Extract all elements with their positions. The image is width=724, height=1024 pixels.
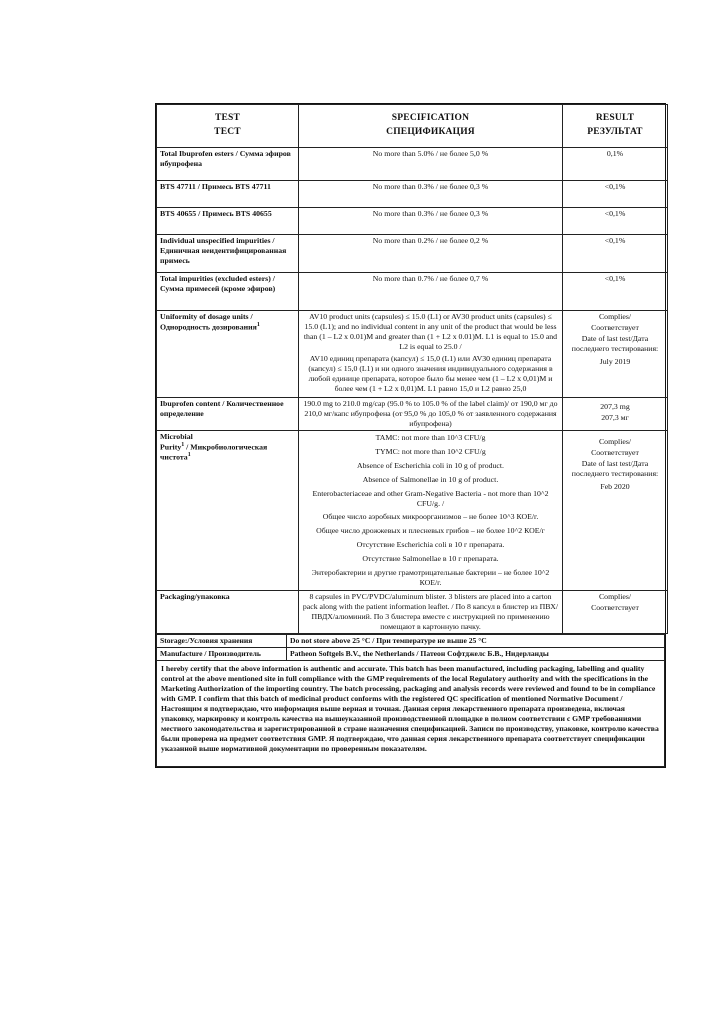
test-name: Uniformity of dosage units / Однородность дозирования$^1$ xyxy=(157,311,299,398)
table-row-ibuprofen xyxy=(157,397,668,430)
test-name: Individual unspecified impurities / Единичная неидентифицированная примесь xyxy=(157,235,299,273)
certificate-document xyxy=(155,103,666,768)
spec-line: Отсутствие Salmonellae в 10 г препарата. xyxy=(362,554,499,564)
table-row-microbial xyxy=(157,430,668,591)
test-name: BTS 40655 / Примесь BTS 40655 xyxy=(157,208,299,235)
spec-value: AV10 product units (capsules) ≤ 15.0 (L1) or AV30 product units (capsules) ≤ 15.0 (L1); and no individual content in any unit of the product that would be less than (1 – L2 x 0.01)M and greater than (1 + L2 x 0.01)M. L1 is equal to 15.0 and L2 is equal to 25.0 / AV10 единиц препарата (капсул) ≤ 15,0 (L1) или AV30 единиц препарата (капсул) ≤ 15,0 (L1) и ни одного значения индивидуального содержания в любой единице препарата, которое было бы менее чем (1 – L2 x 0,01)M и более чем (1 + L2 x 0,01)M. L1 равно 15,0 и L2 равно 25,0 xyxy=(299,311,563,398)
test-results-table xyxy=(156,104,668,634)
result-value: <0,1% xyxy=(563,273,668,311)
table-row-uniformity xyxy=(157,311,668,398)
spec-line: Absence of Escherichia coli in 10 g of product. xyxy=(356,460,504,470)
table-row xyxy=(157,181,668,208)
storage-label: Storage:/Условия хранения xyxy=(157,635,287,648)
result-value: <0,1% xyxy=(563,181,668,208)
table-row xyxy=(157,208,668,235)
spec-line: Absence of Salmonellae in 10 g of product. xyxy=(362,474,499,484)
header-result: RESULT РЕЗУЛЬТАТ xyxy=(563,105,668,148)
result-value: 207,3 mg 207,3 мг xyxy=(563,397,668,430)
header-specification: SPECIFICATION СПЕЦИФИКАЦИЯ xyxy=(299,105,563,148)
spec-value: No more than 0.7% / не более 0,7 % xyxy=(299,273,563,311)
table-header-row xyxy=(157,105,668,148)
spec-line: TAMC: not more than 10^3 CFU/g xyxy=(375,432,486,442)
test-name: Microbial Purity$^1$ / Микробиологическая чистота$^1$ xyxy=(157,430,299,591)
result-value: 0,1% xyxy=(563,148,668,181)
spec-line: Общее число аэробных микроорганизмов – не более 10^3 КОЕ/г. xyxy=(322,512,539,522)
manufacture-value: Patheon Softgels B.V., the Netherlands / Патеон Софтджелс Б.В., Нидерланды xyxy=(287,647,665,660)
header-test: TEST ТЕСТ xyxy=(157,105,299,148)
storage-manufacture-table xyxy=(156,634,665,766)
table-row-packaging xyxy=(157,591,668,634)
spec-value: 190.0 mg to 210.0 mg/cap (95.0 % to 105.0 % of the label claim)/ от 190,0 мг до 210,0 мг/капс ибупрофена (от 95,0 % до 105,0 % от заявленного содержания ибупрофена) xyxy=(299,397,563,430)
test-name: BTS 47711 / Примесь BTS 47711 xyxy=(157,181,299,208)
spec-line: Энтеробактерии и другие грамотрицательные бактерии – не более 10^2 КОЕ/г. xyxy=(311,568,550,588)
result-value: Complies/ Соответствует xyxy=(563,591,668,634)
spec-value: No more than 0.3% / не более 0,3 % xyxy=(299,208,563,235)
result-value: <0,1% xyxy=(563,208,668,235)
spec-line: Общее число дрожжевых и плесневых грибов – не более 10^2 КОЕ/г xyxy=(316,526,545,536)
test-name: Total impurities (excluded esters) / Сумма примесей (кроме эфиров) xyxy=(157,273,299,311)
certification-row xyxy=(157,660,665,766)
manufacture-row xyxy=(157,647,665,660)
spec-line: Отсутствие Escherichia coli в 10 г препарата. xyxy=(356,540,505,550)
spec-value: 8 capsules in PVC/PVDC/aluminum blister. 3 blisters are placed into a carton pack along with the patient information leaflet. / По 8 капсул в блистер из ПВХ/ПВДХ/алюминий. По 3 блистера вместе с инструкцией по применению помещают в картонную пачку. xyxy=(299,591,563,634)
table-row xyxy=(157,273,668,311)
table-row xyxy=(157,235,668,273)
spec-value: No more than 0.2% / не более 0,2 % xyxy=(299,235,563,273)
result-value: Complies/ Соответствует Date of last test/Дата последнего тестирования: Feb 2020 xyxy=(563,430,668,591)
test-name: Ibuprofen content / Количественное определение xyxy=(157,397,299,430)
spec-value xyxy=(299,430,563,591)
storage-value: Do not store above 25 °C / При температуре не выше 25 °C xyxy=(287,635,665,648)
result-value: Complies/ Соответствует Date of last test/Дата последнего тестирования: July 2019 xyxy=(563,311,668,398)
spec-value: No more than 0.3% / не более 0,3 % xyxy=(299,181,563,208)
test-name: Total Ibuprofen esters / Сумма эфиров ибупрофена xyxy=(157,148,299,181)
table-row xyxy=(157,148,668,181)
certification-statement: I hereby certify that the above information is authentic and accurate. This batch has been manufactured, including packaging, labelling and quality control at the above mentioned site in full compliance with the GMP requirements of the local Regulatory authority and with the specifications in the Marketing Authorization of the importing country. The batch processing, packaging and analysis records were reviewed and found to be in compliance with GMP. I confirm that this batch of medicinal product conforms with the registered QC specification of mentioned Normative Document /Настоящим я подтверждаю, что информация выше верная и точная. Данная серия лекарственного препарата произведена, включая упаковку, маркировку и контроль качества на вышеуказанной производственной площадке в полном соответствии с GMP требованиями местного законодательства и зарегистрированной в стране назначения спецификацией. Записи по производству, упаковке, контролю качества были проверена на предмет соответствия GMP. Я подтверждаю, что данная серия лекарственного препарата соответствует спецификации указанной выше нормативной документации по проверенным показателям. xyxy=(157,660,665,766)
storage-row xyxy=(157,635,665,648)
spec-value: No more than 5.0% / не более 5,0 % xyxy=(299,148,563,181)
spec-line: Enterobacteriaceae and other Gram-Negative Bacteria - not more than 10^2 CFU/g. / xyxy=(312,488,549,508)
test-name: Packaging/упаковка xyxy=(157,591,299,634)
manufacture-label: Manufacture / Производитель xyxy=(157,647,287,660)
spec-line: TYMC: not more than 10^2 CFU/g xyxy=(375,446,486,456)
result-value: <0,1% xyxy=(563,235,668,273)
